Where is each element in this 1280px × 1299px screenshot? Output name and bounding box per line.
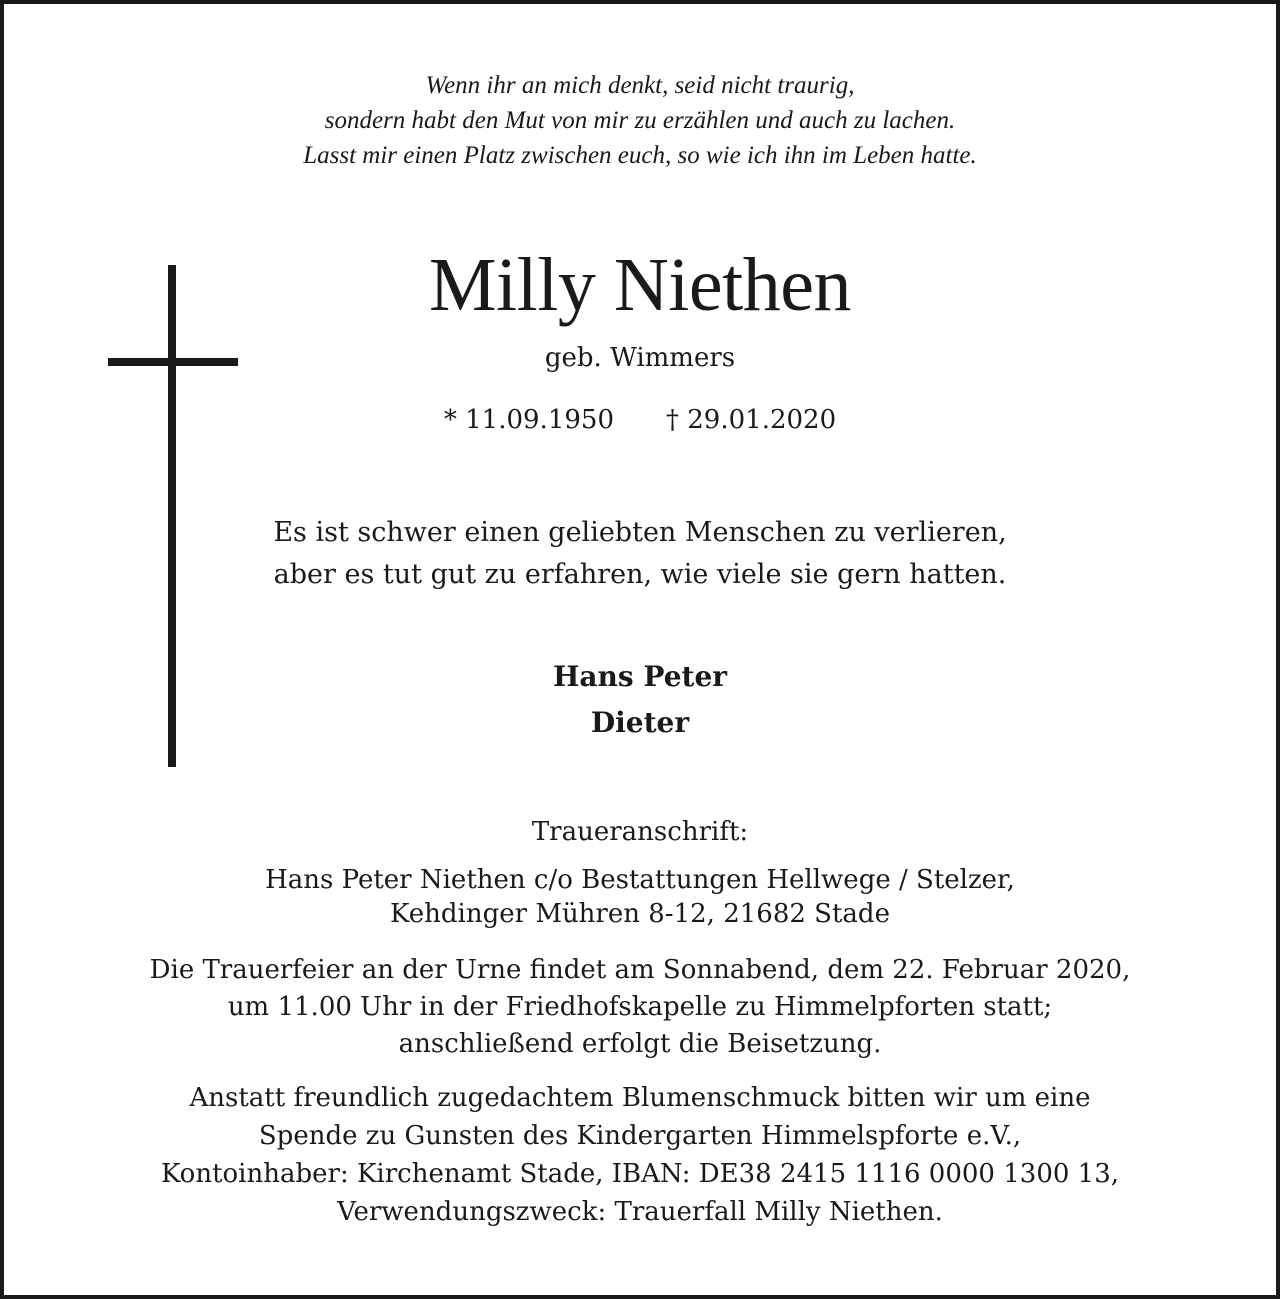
verse-line: Es ist schwer einen geliebten Menschen zu verlieren,: [273, 517, 1007, 548]
donation-line: Spende zu Gunsten des Kindergarten Himmelspforte e.V.,: [258, 1121, 1022, 1151]
motto-line: Lasst mir einen Platz zwischen euch, so wie ich ihn im Leben hatte.: [303, 142, 977, 169]
address-line: Hans Peter Niethen c/o Bestattungen Hellwege / Stelzer,: [265, 865, 1015, 895]
donation-request: [0, 1079, 1280, 1231]
death-date: † 29.01.2020: [666, 405, 837, 435]
motto-poem: [0, 68, 1280, 173]
ceremony-line: Die Trauerfeier an der Urne findet am Sonnabend, dem 22. Februar 2020,: [149, 955, 1131, 985]
ceremony-line: anschließend erfolgt die Beisetzung.: [398, 1029, 882, 1059]
donation-line: Verwendungszweck: Trauerfall Milly Niethen.: [337, 1197, 943, 1227]
maiden-name: geb. Wimmers: [544, 343, 736, 373]
mourner-name: Hans Peter: [552, 660, 728, 693]
deceased-name: Milly Niethen: [428, 243, 851, 327]
donation-line: Anstatt freundlich zugedachtem Blumenschmuck bitten wir um eine: [189, 1083, 1091, 1113]
life-dates: [0, 402, 1280, 438]
condolence-address: [0, 863, 1280, 931]
verse-line: aber es tut gut zu erfahren, wie viele sie gern hatten.: [273, 559, 1007, 590]
address-line: Kehdinger Mühren 8-12, 21682 Stade: [390, 899, 890, 929]
donation-line: Kontoinhaber: Kirchenamt Stade, IBAN: DE38 2415 1116 0000 1300 13,: [160, 1159, 1120, 1189]
motto-line: Wenn ihr an mich denkt, seid nicht traurig,: [425, 72, 855, 99]
ceremony-line: um 11.00 Uhr in der Friedhofskapelle zu Himmelpforten statt;: [227, 992, 1053, 1022]
birth-date: * 11.09.1950: [443, 405, 614, 435]
mourner-name: Dieter: [590, 706, 690, 739]
memorial-verse: [0, 512, 1280, 596]
ceremony-info: [0, 952, 1280, 1063]
motto-line: sondern habt den Mut von mir zu erzählen und auch zu lachen.: [324, 107, 956, 134]
mourners-list: [0, 654, 1280, 746]
condolence-address-label: Traueranschrift:: [531, 817, 749, 847]
